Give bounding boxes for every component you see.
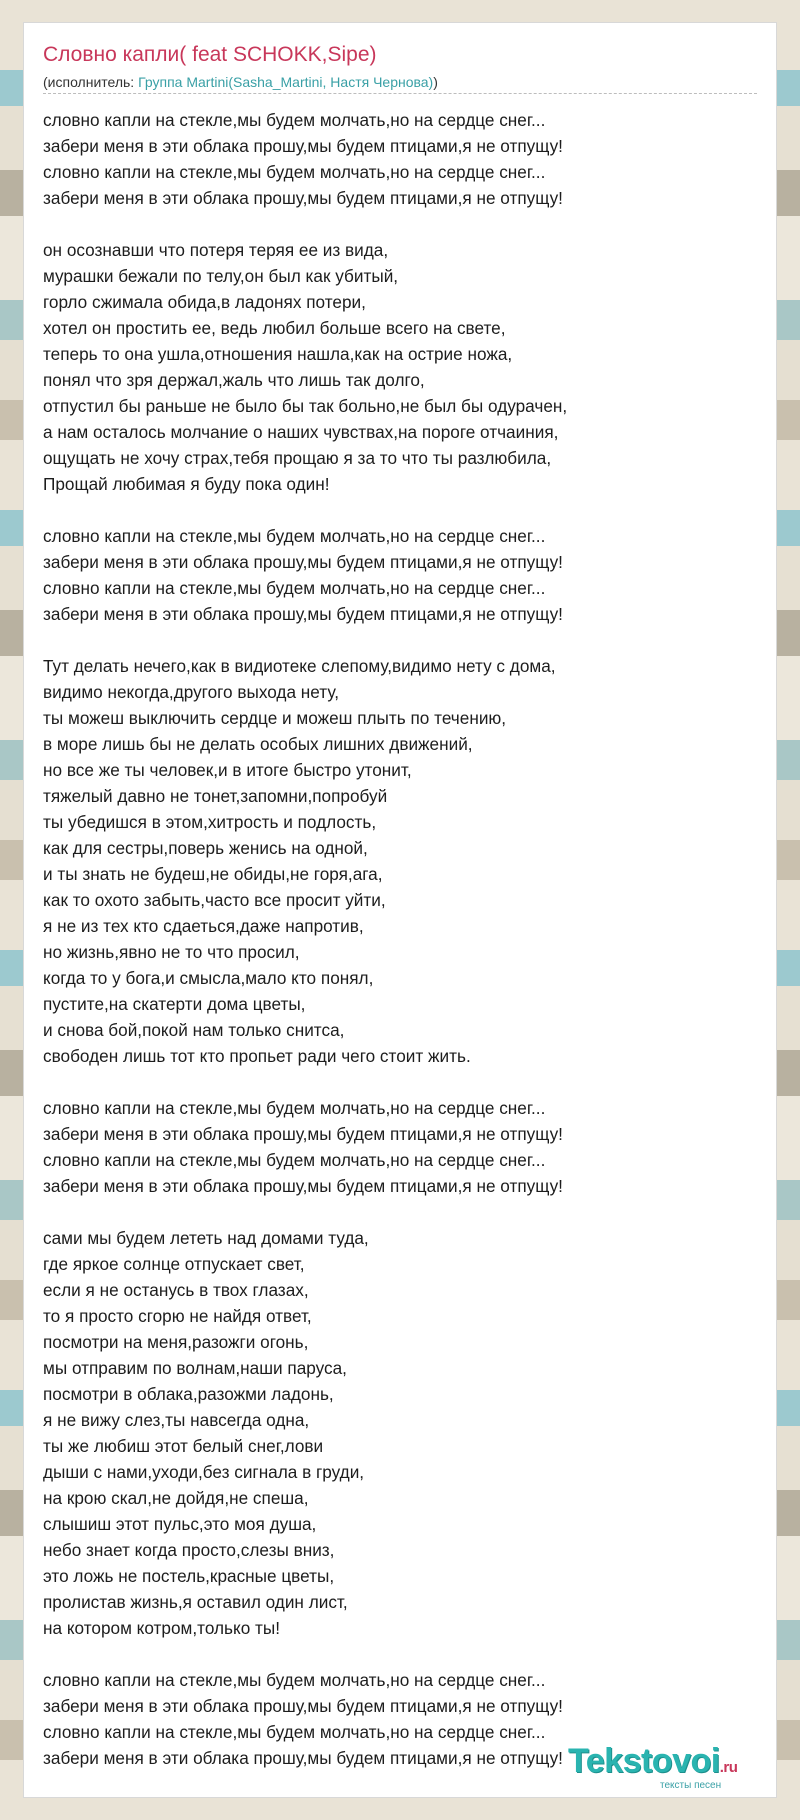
lyrics-line: пролистав жизнь,я оставил один лист, <box>43 1592 348 1612</box>
lyrics-line: теперь то она ушла,отношения нашла,как на острие ножа, <box>43 344 513 364</box>
artist-suffix: ) <box>433 74 438 90</box>
lyrics-stanza <box>43 523 763 627</box>
lyrics-line: тяжелый давно не тонет,запомни,попробуй <box>43 786 388 806</box>
lyrics-line: словно капли на стекле,мы будем молчать,но на сердце снег... <box>43 1722 546 1742</box>
artist-line <box>43 74 438 90</box>
title-divider <box>43 93 757 94</box>
lyrics-line: забери меня в эти облака прошу,мы будем птицами,я не отпущу! <box>43 1176 563 1196</box>
lyrics-line: как то охото забыть,часто все просит уйти, <box>43 890 386 910</box>
lyrics-line: я не вижу слез,ты навсегда одна, <box>43 1410 310 1430</box>
lyrics-line: забери меня в эти облака прошу,мы будем птицами,я не отпущу! <box>43 136 563 156</box>
logo-name: Tekstovoi <box>568 1742 720 1780</box>
lyrics-line: на крою скал,не дойдя,не спеша, <box>43 1488 309 1508</box>
lyrics-line: словно капли на стекле,мы будем молчать,но на сердце снег... <box>43 162 546 182</box>
lyrics-text <box>43 107 763 1797</box>
lyrics-line: сами мы будем лететь над домами туда, <box>43 1228 369 1248</box>
lyrics-line: ты же любиш этот белый снег,лови <box>43 1436 324 1456</box>
lyrics-line: и снова бой,покой нам только снитса, <box>43 1020 345 1040</box>
lyrics-line: то я просто сгорю не найдя ответ, <box>43 1306 312 1326</box>
lyrics-line: и ты знать не будеш,не обиды,не горя,ага, <box>43 864 383 884</box>
song-title: Словно капли( feat SCHOKK,Sipe) <box>43 43 377 66</box>
lyrics-line: забери меня в эти облака прошу,мы будем птицами,я не отпущу! <box>43 604 563 624</box>
lyrics-line: как для сестры,поверь женись на одной, <box>43 838 368 858</box>
lyrics-stanza <box>43 653 763 1069</box>
lyrics-line: небо знает когда просто,слезы вниз, <box>43 1540 335 1560</box>
lyrics-line: видимо некогда,другого выхода нету, <box>43 682 339 702</box>
lyrics-line: забери меня в эти облака прошу,мы будем птицами,я не отпущу! <box>43 552 563 572</box>
lyrics-line: мы отправим по волнам,наши паруса, <box>43 1358 347 1378</box>
lyrics-line: но все же ты человек,и в итоге быстро утонит, <box>43 760 412 780</box>
lyrics-line: дыши с нами,уходи,без сигнала в груди, <box>43 1462 365 1482</box>
lyrics-line: пустите,на скатерти дома цветы, <box>43 994 306 1014</box>
artist-link[interactable]: Группа Martini(Sasha_Martini, Настя Чернова) <box>138 74 434 90</box>
lyrics-stanza <box>43 1225 763 1641</box>
lyrics-line: слышиш этот пульс,это моя душа, <box>43 1514 317 1534</box>
lyrics-line: словно капли на стекле,мы будем молчать,но на сердце снег... <box>43 110 546 130</box>
lyrics-line: ты можеш выключить сердце и можеш плыть по течению, <box>43 708 507 728</box>
lyrics-line: посмотри в облака,разожми ладонь, <box>43 1384 334 1404</box>
lyrics-line: словно капли на стекле,мы будем молчать,но на сердце снег... <box>43 1150 546 1170</box>
lyrics-line: это ложь не постель,красные цветы, <box>43 1566 335 1586</box>
lyrics-stanza <box>43 107 763 211</box>
logo-tagline: тексты песен <box>660 1780 722 1791</box>
logo-wordmark <box>568 1742 737 1781</box>
lyrics-line: отпустил бы раньше не было бы так больно,не был бы одурачен, <box>43 396 568 416</box>
lyrics-card <box>23 22 777 1798</box>
lyrics-line: на котором котром,только ты! <box>43 1618 281 1638</box>
lyrics-line: ощущать не хочу страх,тебя прощаю я за то что ты разлюбила, <box>43 448 552 468</box>
logo-tld: .ru <box>719 1759 738 1776</box>
lyrics-line: словно капли на стекле,мы будем молчать,но на сердце снег... <box>43 1670 546 1690</box>
lyrics-line: понял что зря держал,жаль что лишь так долго, <box>43 370 425 390</box>
lyrics-line: забери меня в эти облака прошу,мы будем птицами,я не отпущу! <box>43 1748 563 1768</box>
lyrics-line: забери меня в эти облака прошу,мы будем птицами,я не отпущу! <box>43 1696 563 1716</box>
lyrics-line: горло сжимала обида,в ладонях потери, <box>43 292 366 312</box>
lyrics-stanza <box>43 1095 763 1199</box>
lyrics-line: словно капли на стекле,мы будем молчать,но на сердце снег... <box>43 526 546 546</box>
lyrics-line: ты убедишся в этом,хитрость и подлость, <box>43 812 377 832</box>
lyrics-line: он осознавши что потеря теряя ее из вида, <box>43 240 389 260</box>
lyrics-line: Прощай любимая я буду пока один! <box>43 474 330 494</box>
lyrics-line: посмотри на меня,разожги огонь, <box>43 1332 309 1352</box>
lyrics-line: словно капли на стекле,мы будем молчать,но на сердце снег... <box>43 578 546 598</box>
artist-prefix: (исполнитель: <box>43 74 139 90</box>
lyrics-line: свободен лишь тот кто пропьет ради чего стоит жить. <box>43 1046 471 1066</box>
lyrics-line: но жизнь,явно не то что просил, <box>43 942 300 962</box>
lyrics-line: где яркое солнце отпускает свет, <box>43 1254 305 1274</box>
lyrics-line: Тут делать нечего,как в видиотеке слепому,видимо нету с дома, <box>43 656 556 676</box>
site-logo[interactable] <box>568 1742 768 1802</box>
lyrics-line: я не из тех кто сдаеться,даже напротив, <box>43 916 364 936</box>
lyrics-line: хотел он простить ее, ведь любил больше всего на свете, <box>43 318 506 338</box>
lyrics-line: словно капли на стекле,мы будем молчать,но на сердце снег... <box>43 1098 546 1118</box>
lyrics-line: забери меня в эти облака прошу,мы будем птицами,я не отпущу! <box>43 188 563 208</box>
lyrics-line: забери меня в эти облака прошу,мы будем птицами,я не отпущу! <box>43 1124 563 1144</box>
lyrics-line: когда то у бога,и смысла,мало кто понял, <box>43 968 374 988</box>
lyrics-line: а нам осталось молчание о наших чувствах,на пороге отчаиния, <box>43 422 559 442</box>
lyrics-line: в море лишь бы не делать особых лишних движений, <box>43 734 473 754</box>
lyrics-line: мурашки бежали по телу,он был как убитый, <box>43 266 399 286</box>
lyrics-stanza <box>43 237 763 497</box>
lyrics-line: если я не останусь в твох глазах, <box>43 1280 309 1300</box>
